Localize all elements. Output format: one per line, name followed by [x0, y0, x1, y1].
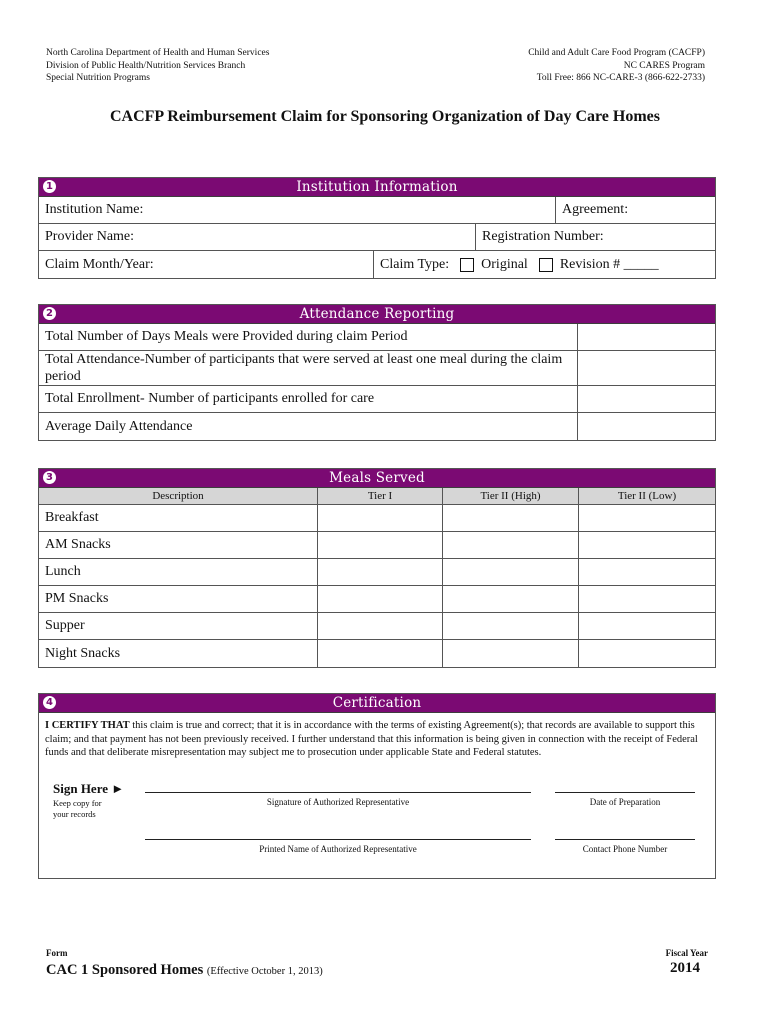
program-header	[528, 47, 705, 85]
tier2-low-count-field[interactable]	[579, 559, 715, 585]
attendance-value-field[interactable]	[578, 386, 715, 412]
tier2-high-count-field[interactable]	[443, 505, 578, 531]
tier1-count-field[interactable]	[318, 559, 442, 585]
original-label: Original	[481, 256, 528, 272]
section-heading: Certification	[332, 695, 422, 711]
section-bar	[39, 694, 715, 713]
agreement-field[interactable]: Agreement:	[562, 202, 629, 217]
revision-checkbox[interactable]	[539, 258, 553, 272]
column-header-tier2-low: Tier II (Low)	[617, 490, 677, 502]
attendance-section	[38, 304, 716, 441]
tier1-count-field[interactable]	[318, 532, 442, 558]
section-heading: Institution Information	[296, 179, 458, 195]
attendance-value-field[interactable]	[578, 413, 715, 440]
tier2-high-count-field[interactable]	[443, 640, 578, 667]
meal-label: Lunch	[45, 564, 81, 579]
meals-rows	[39, 505, 715, 667]
section-heading: Attendance Reporting	[299, 306, 455, 322]
attendance-row	[39, 324, 715, 351]
claim-row	[39, 251, 715, 278]
section-heading: Meals Served	[329, 470, 425, 486]
form-label: Form	[46, 948, 68, 958]
tier2-low-count-field[interactable]	[579, 586, 715, 612]
tier2-low-count-field[interactable]	[579, 613, 715, 639]
attendance-value-field[interactable]	[578, 324, 715, 350]
certification-statement	[45, 719, 705, 760]
meal-label: Supper	[45, 618, 85, 633]
attendance-row	[39, 351, 715, 386]
sign-here-label: Sign Here ►	[53, 781, 125, 796]
phone-caption: Contact Phone Number	[582, 844, 668, 854]
attendance-label: Total Number of Days Meals were Provided during claim Period	[45, 329, 408, 344]
meal-label: Breakfast	[45, 510, 99, 525]
printed-name-line[interactable]	[145, 839, 531, 840]
original-checkbox[interactable]	[460, 258, 474, 272]
tier2-low-count-field[interactable]	[579, 640, 715, 667]
keep-copy-line: Keep copy for	[53, 798, 102, 808]
attendance-label: Total Enrollment- Number of participants enrolled for care	[45, 391, 375, 406]
date-caption: Date of Preparation	[589, 797, 661, 807]
program-line: NC CARES Program	[623, 60, 705, 71]
attendance-label: Average Daily Attendance	[45, 418, 193, 434]
form-name	[46, 962, 323, 979]
section-number-badge: 3	[43, 471, 56, 484]
attendance-row	[39, 413, 715, 440]
signature-caption: Signature of Authorized Representative	[266, 797, 410, 807]
form-name-text: CAC 1 Sponsored Homes	[46, 962, 204, 978]
program-line: Child and Adult Care Food Program (CACFP)	[528, 48, 705, 58]
meal-row	[39, 532, 715, 559]
signature-line[interactable]	[145, 792, 531, 793]
tier1-count-field[interactable]	[318, 586, 442, 612]
program-line: Toll Free: 866 NC-CARE-3 (866-622-2733)	[536, 73, 705, 83]
provider-name-field[interactable]: Provider Name:	[45, 229, 135, 244]
tier1-count-field[interactable]	[318, 640, 442, 667]
section-bar	[39, 469, 715, 488]
attendance-label: Total Attendance-Number of participants that were served at least one meal during the claim period	[45, 352, 563, 384]
meals-column-header	[39, 488, 715, 505]
certify-lead: I CERTIFY THAT	[45, 720, 130, 731]
meal-row	[39, 613, 715, 640]
claim-type-group	[374, 251, 715, 278]
institution-name-field[interactable]: Institution Name:	[45, 202, 144, 217]
tier1-count-field[interactable]	[318, 505, 442, 531]
keep-copy-note	[53, 798, 102, 820]
fiscal-year: 2014	[670, 960, 700, 976]
provider-row	[39, 224, 715, 251]
meal-label: AM Snacks	[45, 537, 111, 552]
certify-body: this claim is true and correct; that it is in accordance with the terms of existing Agreement(s); that records are available to support this claim; and that payment has not been previously received. I further understand that this information is being given in connection with the receipt of Federal funds and that deliberate misrepresentation may subject me to prosecution under applicable State and Federal statutes.	[45, 720, 698, 758]
meal-label: Night Snacks	[45, 645, 121, 661]
tier2-low-count-field[interactable]	[579, 505, 715, 531]
date-line[interactable]	[555, 792, 695, 793]
meal-row	[39, 505, 715, 532]
column-header-tier1: Tier I	[367, 490, 393, 502]
printed-name-caption: Printed Name of Authorized Representative	[259, 844, 417, 854]
institution-row	[39, 197, 715, 224]
keep-copy-line: your records	[53, 809, 96, 819]
certification-section	[38, 693, 716, 879]
agency-header	[46, 47, 269, 85]
page-title: CACFP Reimbursement Claim for Sponsoring Organization of Day Care Homes	[109, 108, 661, 125]
section-number-badge: 1	[43, 180, 56, 193]
tier2-high-count-field[interactable]	[443, 613, 578, 639]
phone-line[interactable]	[555, 839, 695, 840]
meal-row	[39, 559, 715, 586]
agency-line: North Carolina Department of Health and Human Services	[46, 48, 270, 58]
claim-month-year-field[interactable]: Claim Month/Year:	[45, 256, 154, 272]
meal-row	[39, 640, 715, 667]
tier2-high-count-field[interactable]	[443, 586, 578, 612]
fiscal-year-label: Fiscal Year	[665, 948, 708, 958]
meal-label: PM Snacks	[45, 591, 109, 606]
revision-label: Revision # _____	[559, 256, 659, 272]
tier2-high-count-field[interactable]	[443, 532, 578, 558]
agency-line: Division of Public Health/Nutrition Services Branch	[46, 60, 246, 71]
attendance-value-field[interactable]	[578, 351, 715, 385]
tier2-low-count-field[interactable]	[579, 532, 715, 558]
column-header-tier2-high: Tier II (High)	[480, 490, 541, 502]
meal-row	[39, 586, 715, 613]
section-bar	[39, 178, 715, 197]
agency-line: Special Nutrition Programs	[46, 73, 150, 83]
effective-date: (Effective October 1, 2013)	[206, 966, 323, 977]
section-bar	[39, 305, 715, 324]
meals-section	[38, 468, 716, 668]
section-number-badge: 4	[43, 696, 56, 709]
tier1-count-field[interactable]	[318, 613, 442, 639]
column-header-description: Description	[152, 490, 204, 502]
claim-type-label: Claim Type:	[380, 256, 450, 272]
institution-section	[38, 177, 716, 279]
section-number-badge: 2	[43, 307, 56, 320]
registration-number-field[interactable]: Registration Number:	[482, 229, 604, 244]
attendance-row	[39, 386, 715, 413]
tier2-high-count-field[interactable]	[443, 559, 578, 585]
